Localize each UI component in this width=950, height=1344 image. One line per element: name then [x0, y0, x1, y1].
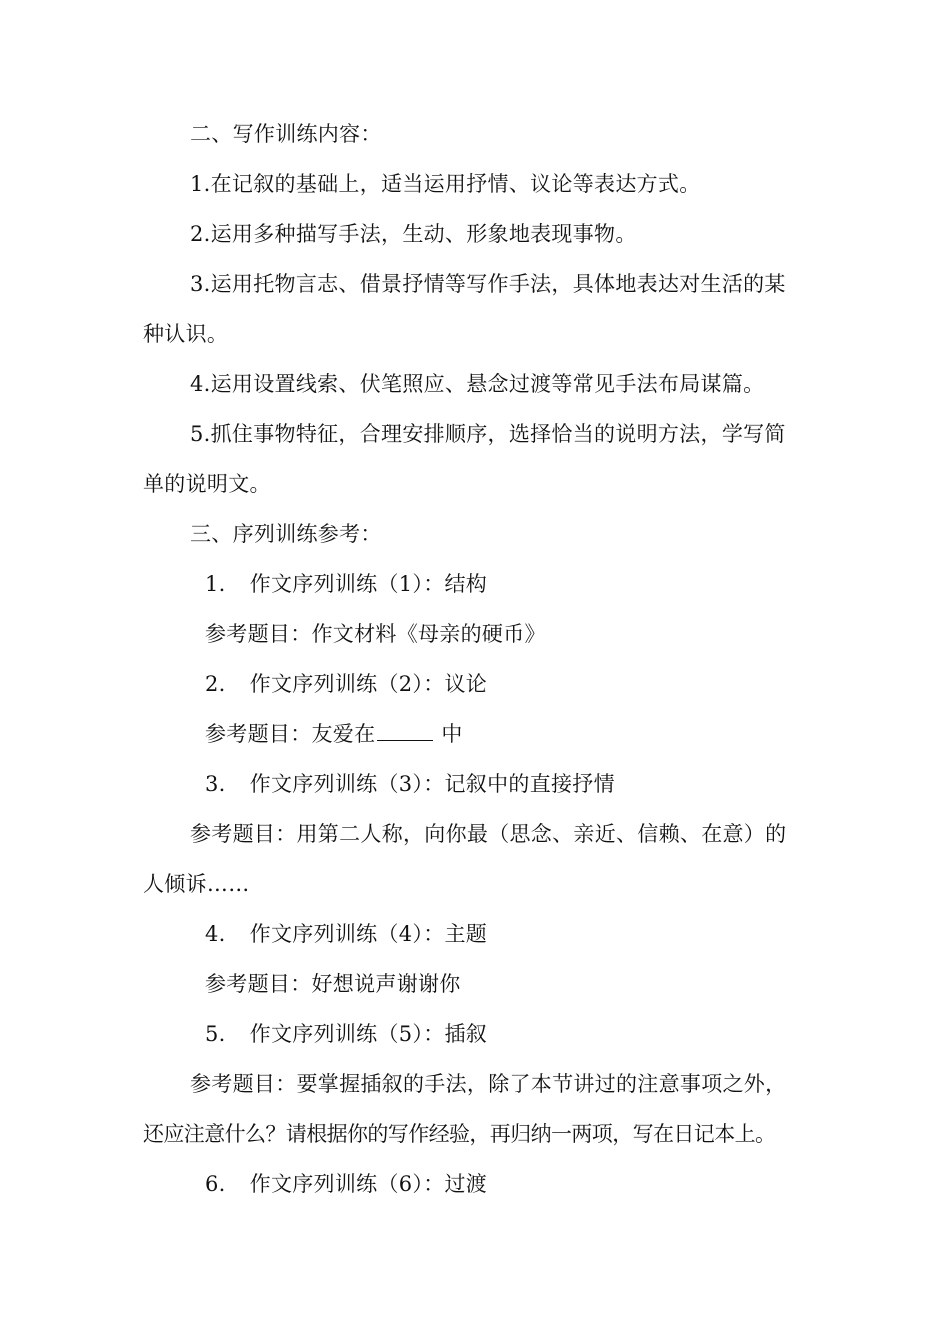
training-label: 作文序列训练（6）：过渡 [249, 1172, 488, 1196]
content-item-continuation: 单的说明文。 [143, 472, 271, 496]
training-title [205, 1020, 885, 1048]
section-heading: 二、写作训练内容： [190, 122, 382, 146]
training-title [205, 670, 885, 698]
training-title [205, 770, 885, 798]
training-label: 作文序列训练（5）：插叙 [249, 1022, 488, 1046]
content-item: 1.在记叙的基础上，适当运用抒情、议论等表达方式。 [190, 172, 701, 196]
training-title [205, 920, 885, 948]
training-label: 作文序列训练（1）：结构 [249, 572, 488, 596]
training-number: 3. [205, 772, 226, 796]
reference-topic: 参考题目：用第二人称，向你最（思念、亲近、信赖、在意）的 [190, 822, 787, 846]
training-number: 1. [205, 572, 226, 596]
reference-topic-continuation: 人倾诉…… [143, 872, 250, 896]
reference-topic-continuation: 还应注意什么？请根据你的写作经验，再归纳一两项，写在日记本上。 [143, 1122, 776, 1146]
reference-topic: 参考题目：作文材料《母亲的硬币》 [205, 622, 546, 646]
content-item: 5.抓住事物特征，合理安排顺序，选择恰当的说明方法，学写简 [190, 422, 786, 446]
reference-topic: 参考题目：要掌握插叙的手法，除了本节讲过的注意事项之外， [190, 1072, 787, 1096]
training-number: 6. [205, 1172, 226, 1196]
reference-text: 中 [441, 722, 463, 746]
training-label: 作文序列训练（3）：记叙中的直接抒情 [249, 772, 615, 796]
reference-text: 参考题目：友爱在 [205, 722, 376, 746]
training-title [205, 1170, 885, 1198]
training-number: 5. [205, 1022, 226, 1046]
content-item: 4.运用设置线索、伏笔照应、悬念过渡等常见手法布局谋篇。 [190, 372, 765, 396]
content-item: 3.运用托物言志、借景抒情等写作手法，具体地表达对生活的某 [190, 272, 786, 296]
training-label: 作文序列训练（4）：主题 [249, 922, 488, 946]
content-item: 2.运用多种描写手法，生动、形象地表现事物。 [190, 222, 637, 246]
section-heading: 三、序列训练参考： [190, 522, 382, 546]
fill-in-blank [377, 720, 433, 741]
training-number: 2. [205, 672, 226, 696]
reference-topic: 参考题目：好想说声谢谢你 [205, 972, 461, 996]
reference-topic [205, 720, 885, 748]
content-item-continuation: 种认识。 [143, 322, 229, 346]
training-label: 作文序列训练（2）：议论 [249, 672, 488, 696]
training-number: 4. [205, 922, 226, 946]
training-title [205, 570, 885, 598]
